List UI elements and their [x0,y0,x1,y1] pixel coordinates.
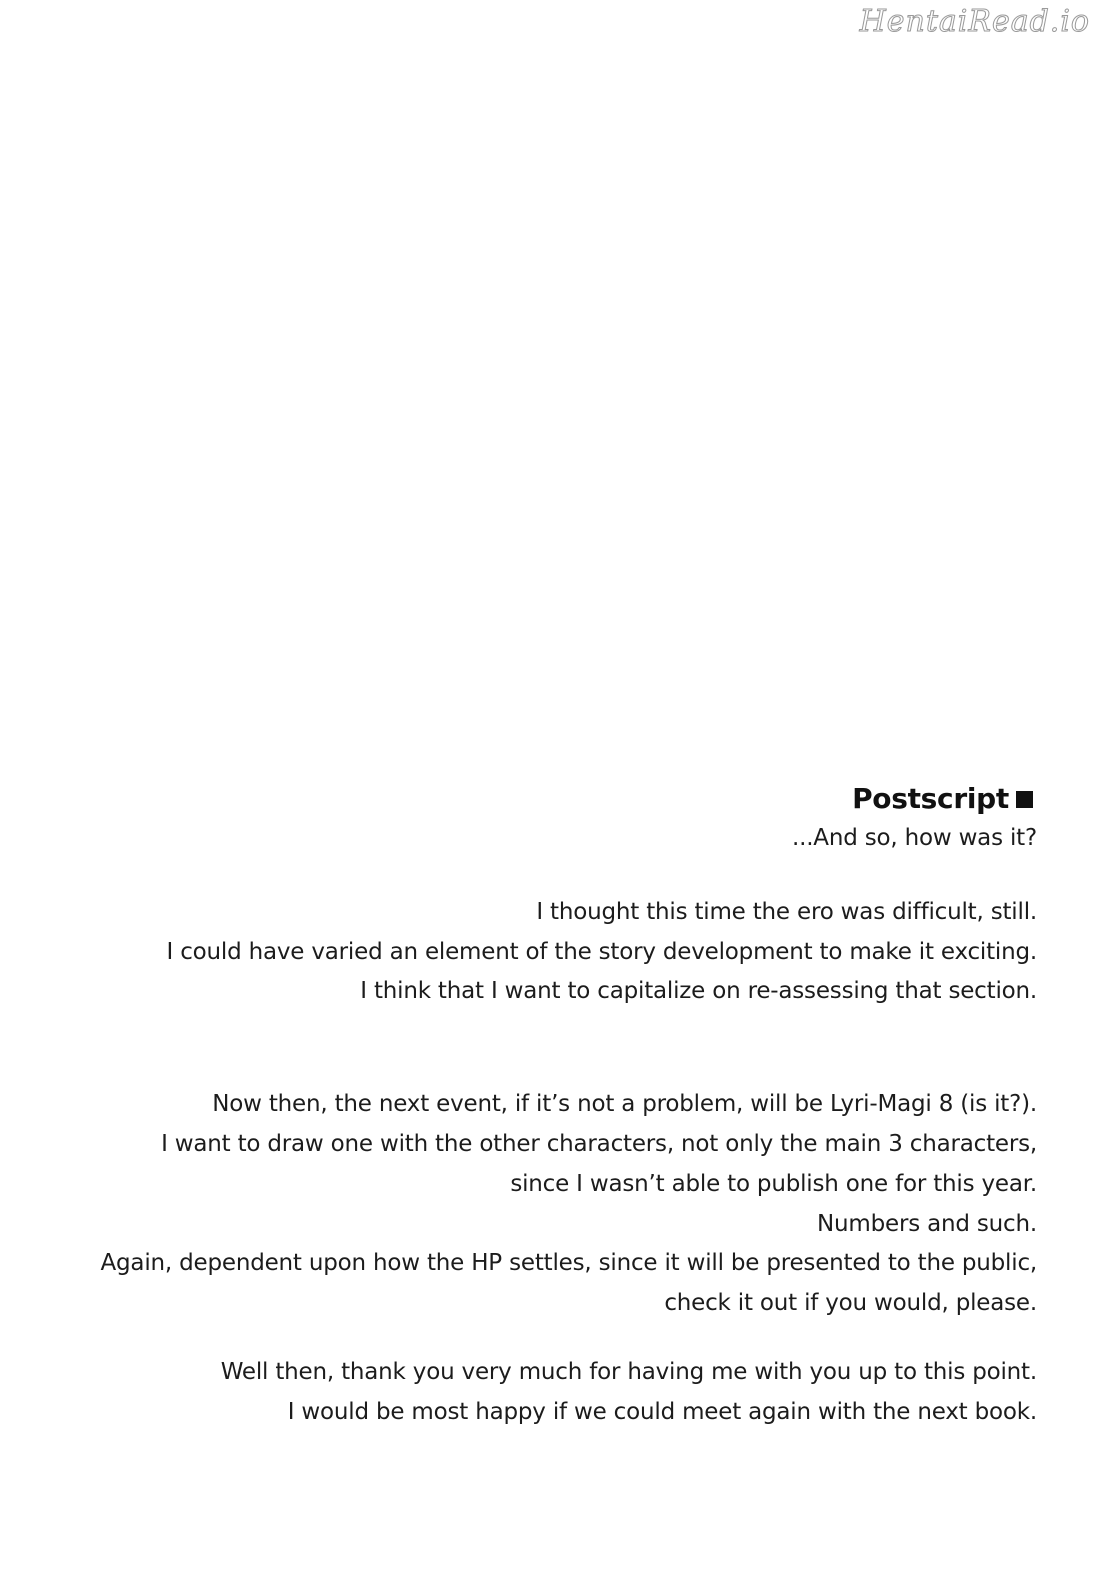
text-line: I want to draw one with the other characters, not only the main 3 characters, [161,1130,1037,1157]
text-line: Again, dependent upon how the HP settles, since it will be presented to the public, [100,1250,1037,1277]
text-line: I would be most happy if we could meet again with the next book. [287,1398,1037,1425]
paragraph-closing [0,1353,1037,1433]
text-line: since I wasn’t able to publish one for this year. [510,1170,1037,1197]
paragraph-intro [0,819,1037,859]
text-line: I thought this time the ero was difficult, still. [536,898,1037,925]
paragraph-next-event [0,1085,1037,1324]
postscript-heading-text: Postscript [852,781,1009,815]
text-line: I think that I want to capitalize on re-assessing that section. [360,978,1037,1005]
text-line: Numbers and such. [817,1210,1037,1237]
paragraph-reflection [0,893,1037,1012]
text-line: Well then, thank you very much for having me with you up to this point. [220,1358,1037,1385]
postscript-heading [0,778,1033,818]
site-watermark: HentaiRead.io [859,4,1090,39]
text-line: check it out if you would, please. [664,1290,1037,1317]
text-line: I could have varied an element of the story development to make it exciting. [166,938,1037,965]
text-line: Now then, the next event, if it’s not a problem, will be Lyri-Magi 8 (is it?). [212,1091,1037,1118]
text-line: ...And so, how was it? [791,825,1037,851]
black-square-icon [1016,791,1033,808]
postscript-section [0,778,1037,1433]
